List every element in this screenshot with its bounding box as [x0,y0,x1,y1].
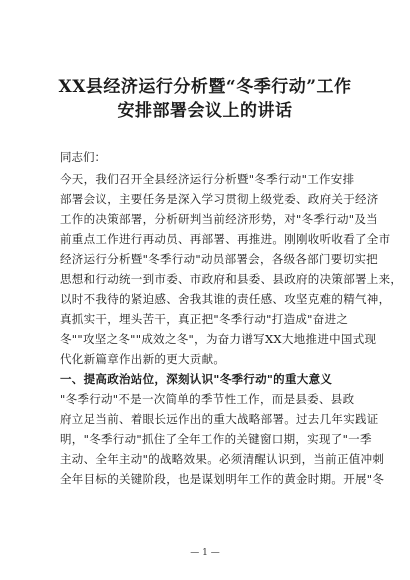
body-line: 主动、全年主动"的战略效果。必须清醒认识到，当前正值冲刺 [60,452,385,466]
page-number: — 1 — [190,548,220,558]
section-heading: 一、提高政治站位，深刻认识"冬季行动"的重大意义 [60,372,333,386]
body-line: 工作的决策部署，分析研判当前经济形势，对"冬季行动"及当 [60,212,378,226]
body-line: 思想和行动统一到市委、市政府和县委、县政府的决策部署上来， [60,272,403,286]
body-line: 真抓实干，埋头苦干，真正把"冬季行动"打造成"奋进之 [60,312,349,326]
body-line: 以时不我待的紧迫感、舍我其谁的责任感、攻坚克难的精气神， [60,292,391,306]
body-line: 今天，我们召开全县经济运行分析暨"冬季行动"工作安排 [60,172,355,186]
document-title [30,75,380,123]
body-line: 部署会议，主要任务是深入学习贯彻上级党委、政府关于经济 [60,192,379,206]
title-line-2: 安排部署会议上的讲话 [117,101,293,121]
body-paragraphs [60,169,403,489]
salutation: 同志们： [60,150,106,164]
body-line: "冬季行动"不是一次简单的季节性工作，而是县委、县政 [60,392,355,406]
body-line: 府立足当前、着眼长远作出的重大战略部署。过去几年实践证 [60,412,379,426]
body-line: 前重点工作进行再动员、再部署、再推进。刚刚收听收看了全市 [60,232,391,246]
body-line: 明，"冬季行动"抓住了全年工作的关键窗口期，实现了"一季 [60,432,372,446]
body-line: 全年目标的关键阶段，也是谋划明年工作的黄金时期。开展"冬 [60,472,385,486]
body-line: 代化新篇章作出新的更大贡献。 [60,352,226,366]
body-line: 经济运行分析暨"冬季行动"动员部署会，各级各部门要切实把 [60,252,378,266]
body-line: 冬""攻坚之冬""成效之冬"，为奋力谱写XX大地推进中国式现 [60,332,377,346]
title-line-1: XX县经济运行分析暨“冬季行动”工作 [58,77,352,97]
